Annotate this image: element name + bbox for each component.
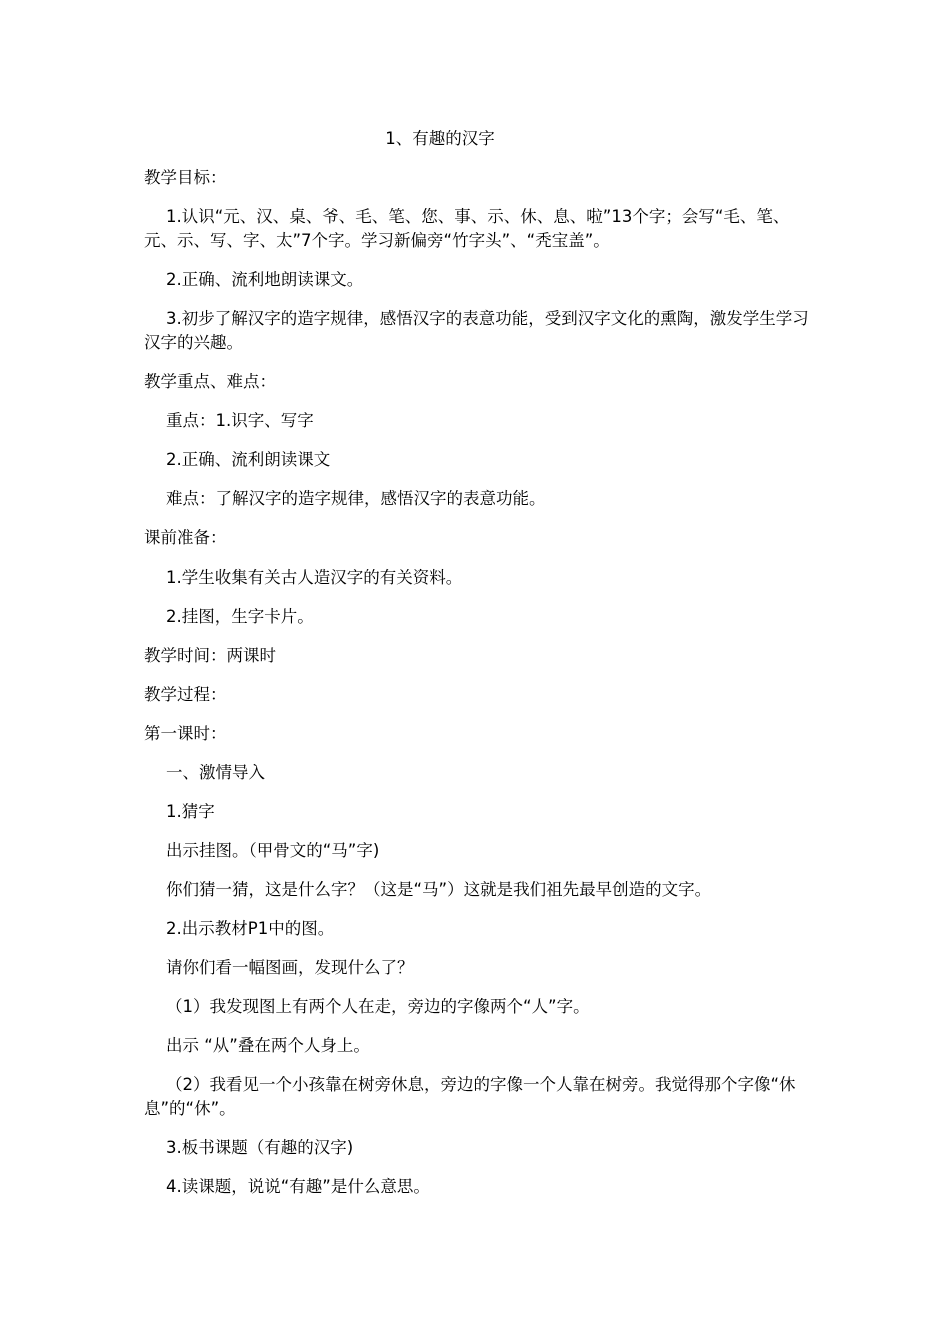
observation-1: （1）我发现图上有两个人在走，旁边的字像两个“人”字。 — [166, 997, 590, 1016]
section-introduction: 一、激情导入 — [166, 763, 265, 782]
goal-2: 2.正确、流利地朗读课文。 — [166, 270, 364, 289]
heading-process: 教学过程： — [144, 685, 227, 704]
step-show-textbook-image: 2.出示教材P1中的图。 — [166, 919, 335, 938]
step-board-title: 3.板书课题（有趣的汉字) — [166, 1138, 354, 1157]
observation-2: （2）我看见一个小孩靠在树旁休息，旁边的字像一个人靠在树旁。我觉得那个字像“休息”的“休”。 — [144, 1075, 796, 1118]
heading-teaching-goals: 教学目标： — [144, 168, 227, 187]
show-cong: 出示 “从”叠在两个人身上。 — [166, 1036, 370, 1055]
step-show-wall-chart: 出示挂图。（甲骨文的“马”字) — [166, 841, 380, 860]
goal-1: 1.认识“元、汉、桌、爷、毛、笔、您、事、示、休、息、啦”13个字；会写“毛、笔、元、示、写、字、太”7个字。学习新偏旁“竹字头”、“秃宝盖”。 — [144, 207, 790, 250]
key-point-2: 2.正确、流利朗读课文 — [166, 450, 331, 469]
heading-key-points: 教学重点、难点： — [144, 372, 276, 391]
step-look-picture: 请你们看一幅图画，发现什么了？ — [166, 958, 414, 977]
key-point-1: 重点：1.识字、写字 — [166, 411, 314, 430]
heading-first-lesson: 第一课时： — [144, 724, 227, 743]
document-title: 1、有趣的汉字 — [385, 129, 495, 148]
difficulty: 难点：了解汉字的造字规律，感悟汉字的表意功能。 — [166, 489, 546, 508]
heading-preparation: 课前准备： — [144, 528, 227, 547]
step-read-title: 4.读课题，说说“有趣”是什么意思。 — [166, 1177, 430, 1196]
step-guess-question: 你们猜一猜，这是什么字？（这是“马”）这就是我们祖先最早创造的文字。 — [166, 880, 712, 899]
teaching-time: 教学时间：两课时 — [144, 646, 276, 665]
preparation-2: 2.挂图，生字卡片。 — [166, 607, 314, 626]
step-guess-character: 1.猜字 — [166, 802, 215, 821]
goal-3: 3.初步了解汉字的造字规律，感悟汉字的表意功能，受到汉字文化的熏陶，激发学生学习汉字的兴趣。 — [144, 309, 809, 352]
preparation-1: 1.学生收集有关古人造汉字的有关资料。 — [166, 568, 463, 587]
